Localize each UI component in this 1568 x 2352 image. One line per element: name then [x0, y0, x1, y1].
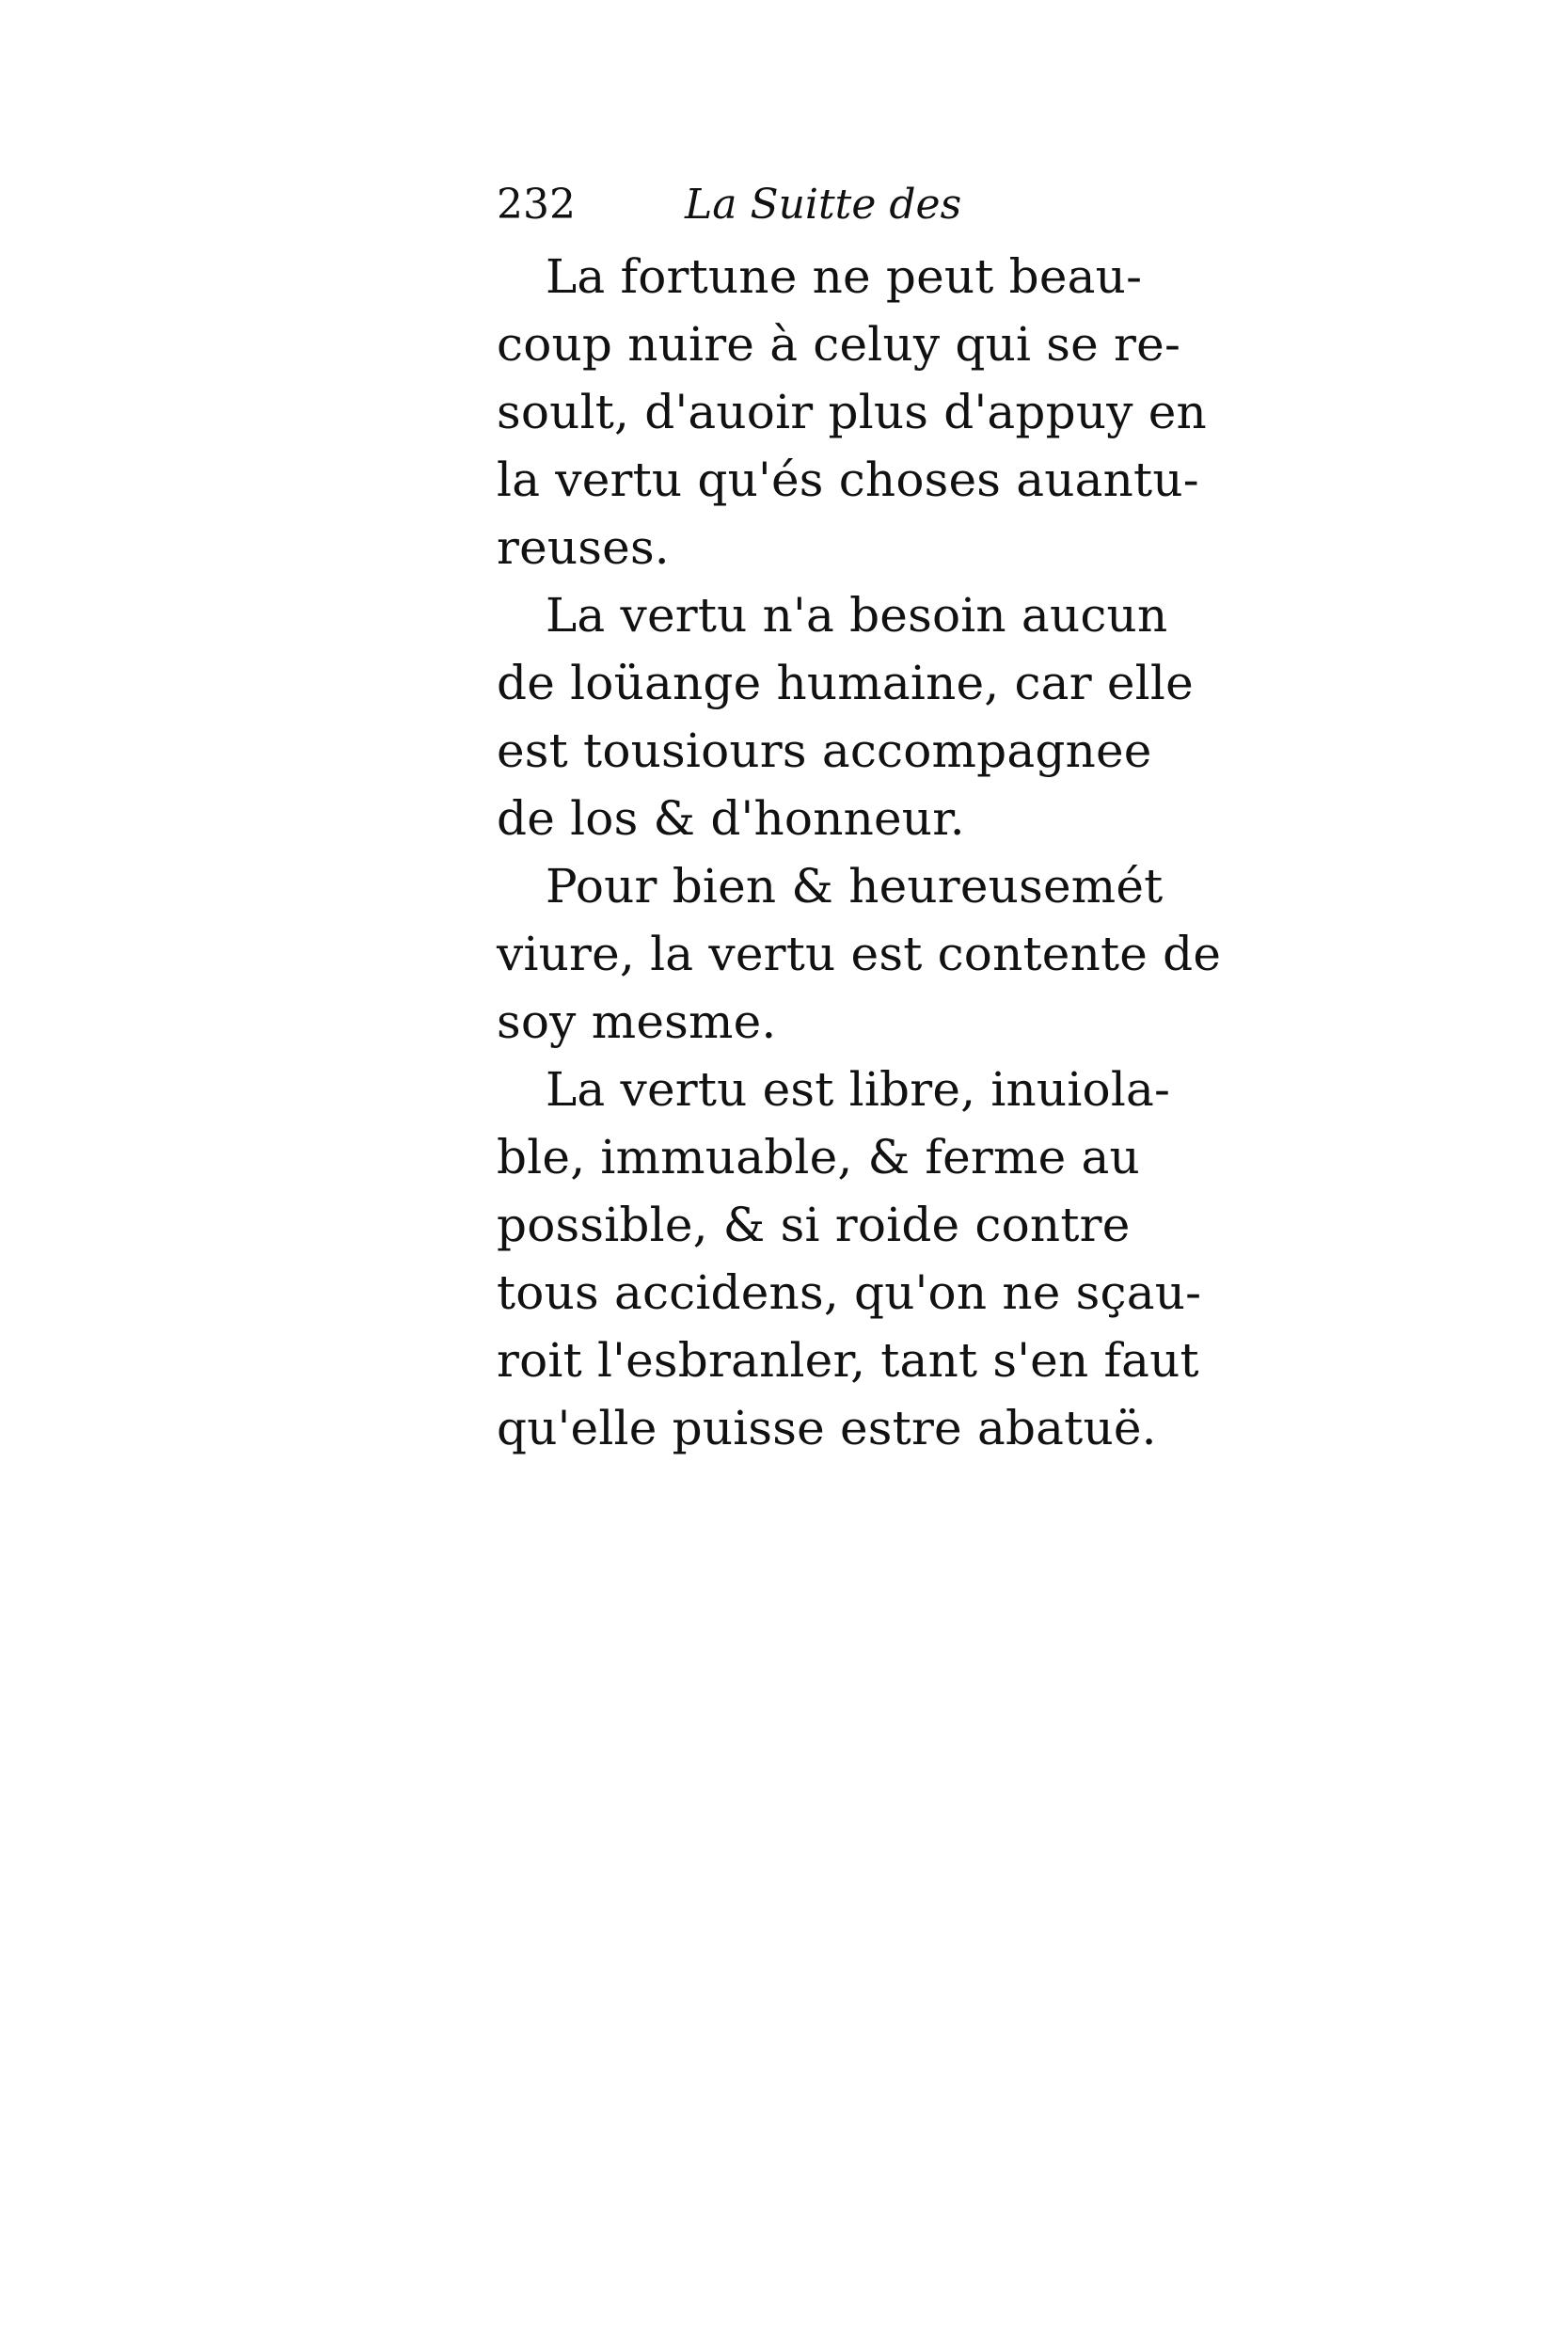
text-line: de loüange humaine, car elle [497, 656, 1194, 710]
page-number: 232 [497, 181, 576, 229]
text-line: possible, & si roide contre [497, 1198, 1131, 1252]
paragraph-louange [497, 581, 1194, 852]
running-title: La Suitte des [685, 181, 962, 229]
paragraph-bien-viure [497, 852, 1222, 1056]
text-line: coup nuire à celuy qui se re- [497, 317, 1181, 372]
text-line: soult, d'auoir plus d'appuy en [497, 385, 1207, 439]
text-line: La vertu n'a besoin aucun [546, 588, 1168, 643]
text-line: tous accidens, qu'on ne sçau- [497, 1265, 1202, 1320]
text-line: reuses. [497, 520, 670, 575]
text-line: qu'elle puisse estre abatuë. [497, 1401, 1157, 1455]
text-line: ble, immuable, & ferme au [497, 1130, 1140, 1184]
text-line: La fortune ne peut beau- [546, 249, 1143, 304]
paragraph-fortune [497, 243, 1207, 581]
text-line: est tousiours accompagnee [497, 723, 1152, 778]
text-line: La vertu est libre, inuiola- [546, 1062, 1171, 1117]
paragraph-vertu-libre [497, 1056, 1202, 1462]
running-head [497, 167, 1155, 243]
text-line: de los & d'honneur. [497, 791, 965, 846]
text-line: la vertu qu'és choses auantu- [497, 453, 1199, 507]
text-line: Pour bien & heureusemét [546, 859, 1164, 914]
text-line: roit l'esbranler, tant s'en faut [497, 1333, 1199, 1388]
text-line: soy mesme. [497, 994, 777, 1049]
text-block [497, 167, 1222, 1462]
text-line: viure, la vertu est contente de [497, 927, 1222, 981]
